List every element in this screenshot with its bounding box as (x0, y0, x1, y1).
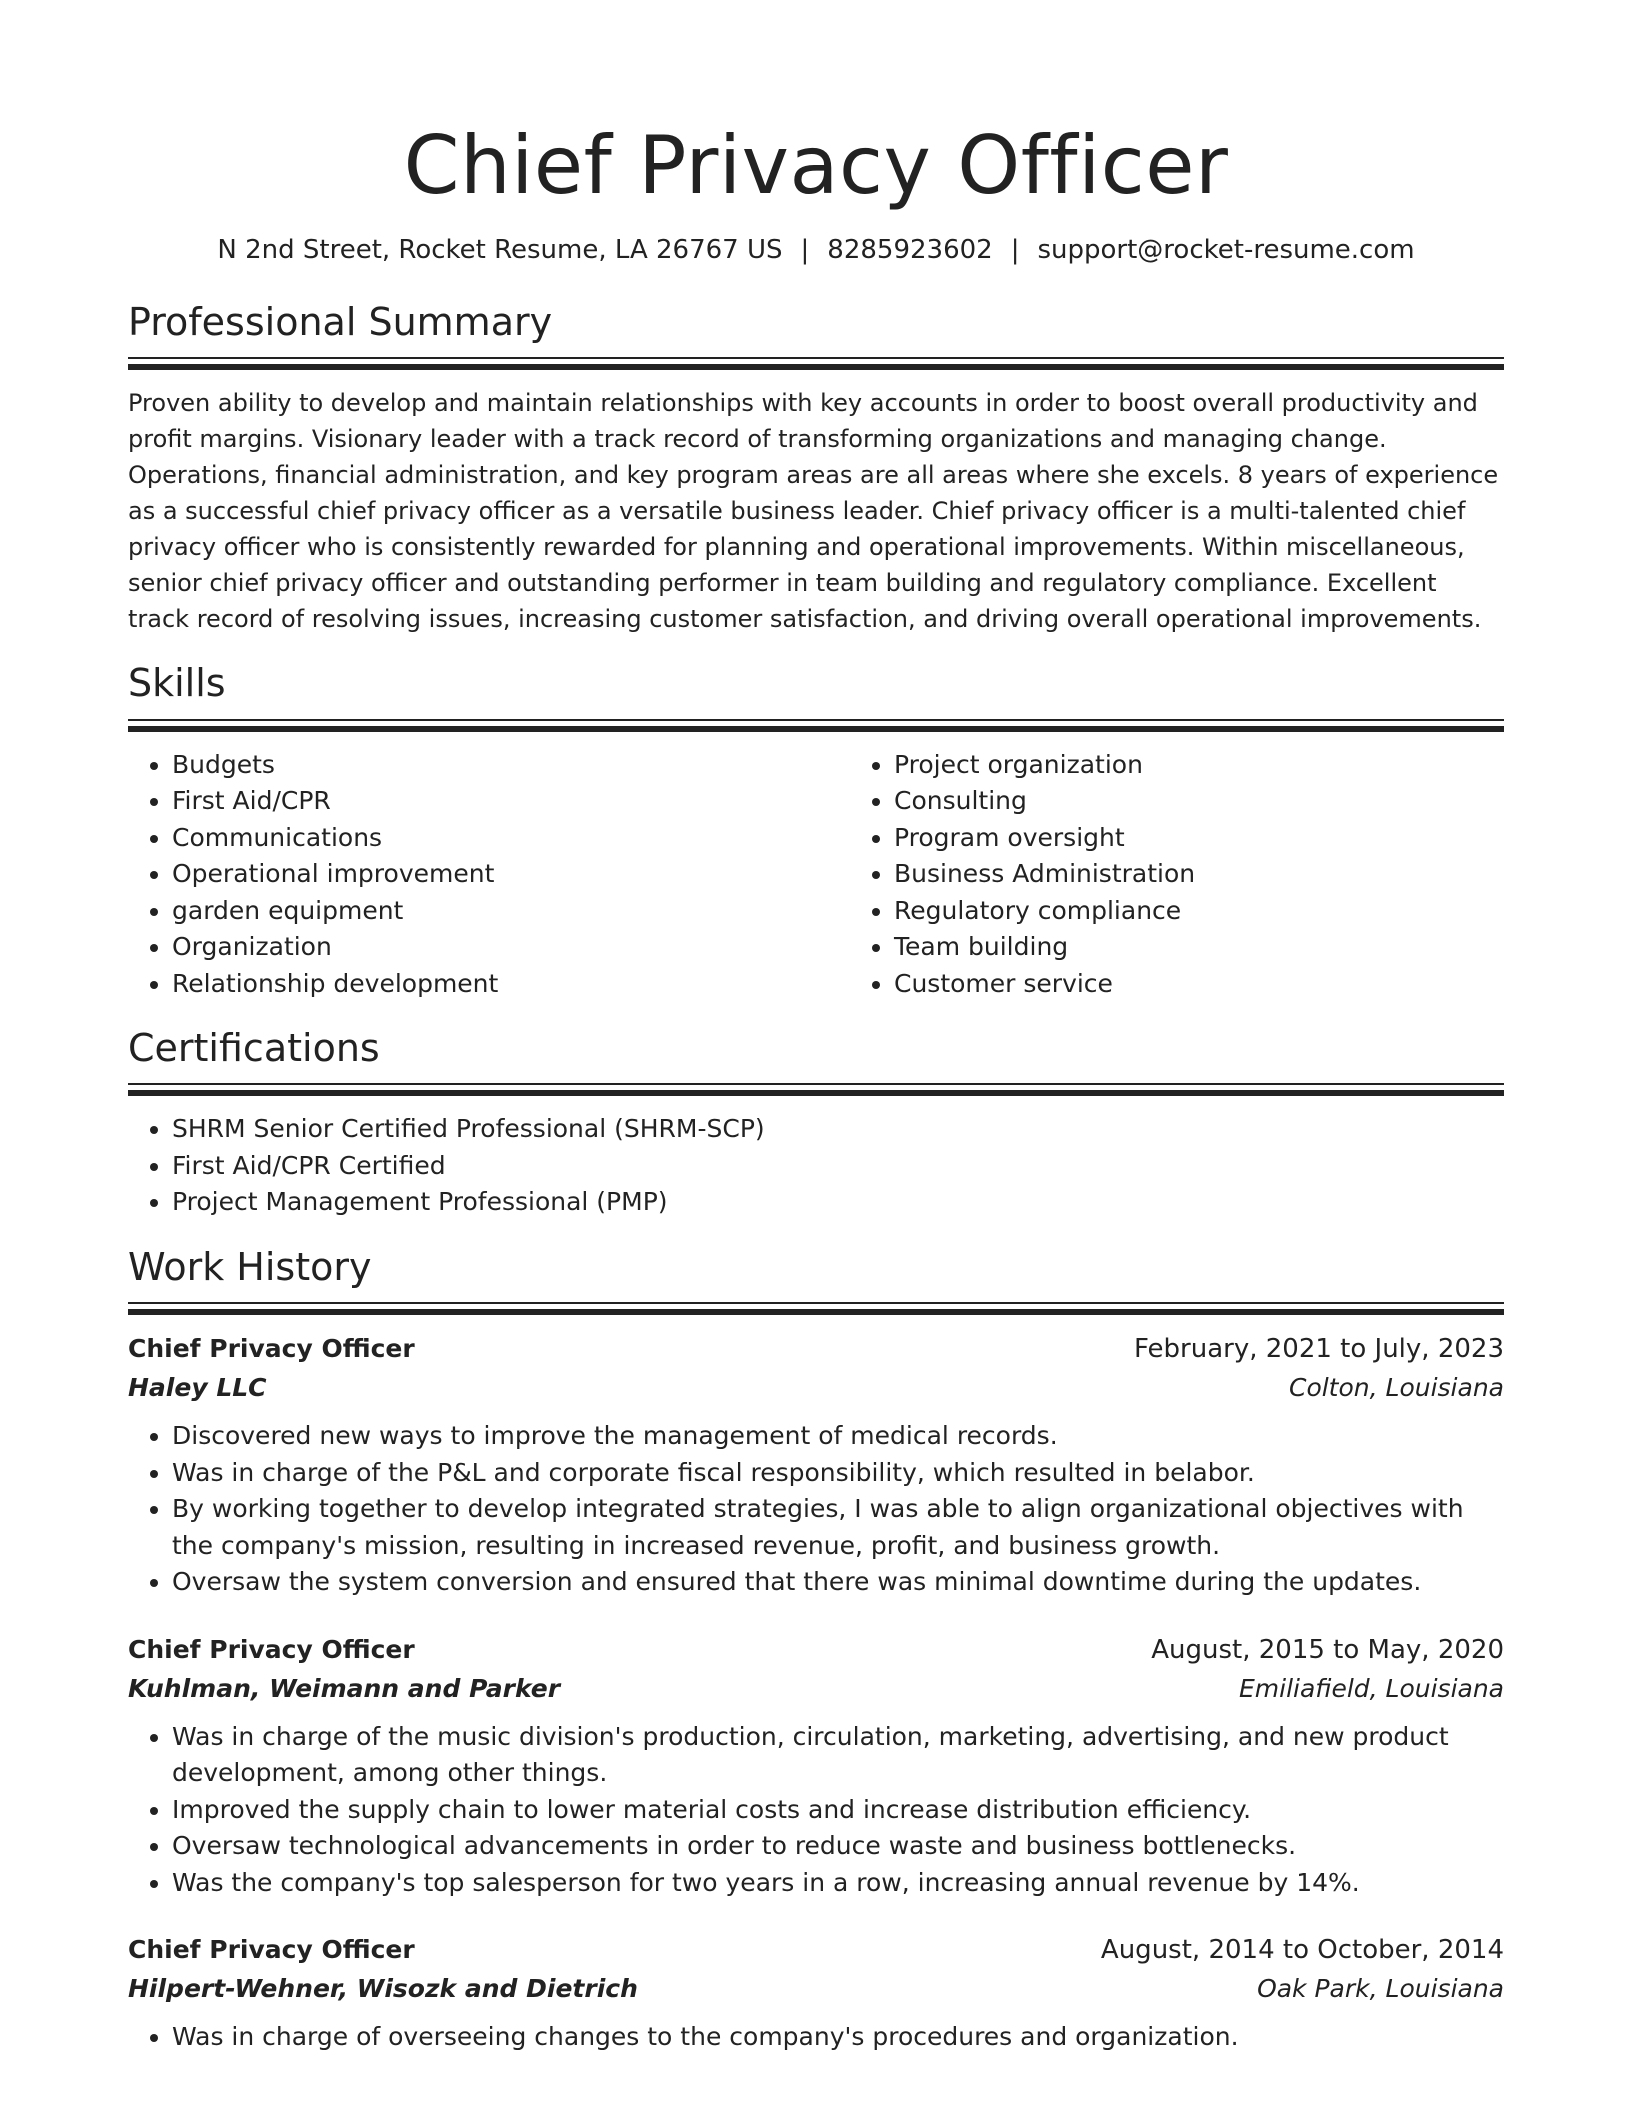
job-location: Oak Park, Louisiana (1257, 1974, 1504, 2004)
skills-section (128, 659, 1504, 1002)
job-company: Kuhlman, Weimann and Parker (128, 1673, 561, 1703)
job-title: Chief Privacy Officer (128, 1334, 415, 1364)
job-company: Haley LLC (128, 1373, 267, 1403)
certifications-list (128, 1111, 1504, 1221)
job-bullet: • Oversaw the system conversion and ensured that there was minimal downtime during the updates. (172, 1564, 1504, 1601)
job-bullet: • Discovered new ways to improve the management of medical records. (172, 1418, 1504, 1455)
job-company-row (128, 1368, 1504, 1408)
contact-phone: 8285923602 (827, 235, 993, 265)
summary-text: Proven ability to develop and maintain relationships with key accounts in order to boost overall productivity and profit margins. Visionary leader with a track record of transforming organizations and managing change. Operations, financial administration, and key program areas are all areas where she excels. 8 years of experience as a successful chief privacy officer as a versatile business leader. Chief privacy officer is a multi-talented chief privacy officer who is consistently rewarded for planning and operational improvements. Within miscellaneous, senior chief privacy officer and outstanding performer in team building and regulatory compliance. Excellent track record of resolving issues, increasing customer satisfaction, and driving overall operational improvements. (128, 389, 1499, 634)
job-header-row (128, 1631, 1504, 1669)
job-bullet: • Was in charge of the P&L and corporate fiscal responsibility, which resulted in belabor. (172, 1455, 1504, 1492)
job-dates: August, 2015 to May, 2020 (1151, 1634, 1504, 1665)
job-title: Chief Privacy Officer (128, 1935, 415, 1965)
job-title: Chief Privacy Officer (128, 1634, 415, 1664)
skills-list-right (850, 747, 1572, 1003)
job-bullet: • Oversaw technological advancements in order to reduce waste and business bottlenecks. (172, 1828, 1504, 1865)
skill-item: • Communications (172, 820, 850, 857)
skill-item: • First Aid/CPR (172, 783, 850, 820)
job-company-row (128, 1969, 1504, 2009)
resume-name: Chief Privacy Officer (403, 119, 1229, 212)
skills-grid (128, 747, 1504, 1003)
job-entry (128, 1330, 1504, 1601)
summary-section (128, 298, 1504, 637)
job-bullets (128, 1719, 1504, 1902)
job-bullets (128, 2019, 1504, 2056)
job-bullet: • Was the company's top salesperson for two years in a row, increasing annual revenue by 14%. (172, 1865, 1504, 1902)
contact-address: N 2nd Street, Rocket Resume, LA 26767 US (217, 235, 783, 265)
job-company-row (128, 1669, 1504, 1709)
skill-item: • Business Administration (894, 856, 1572, 893)
section-title-certifications: Certifications (128, 1026, 380, 1071)
skills-list-left (128, 747, 850, 1003)
job-company: Hilpert-Wehner, Wisozk and Dietrich (128, 1974, 638, 2004)
certifications-section (128, 1024, 1504, 1221)
resume-page (128, 118, 1504, 2056)
skill-item: • Operational improvement (172, 856, 850, 893)
job-header-row (128, 1330, 1504, 1368)
skill-item: • Budgets (172, 747, 850, 784)
skill-item: • Relationship development (172, 966, 850, 1003)
contact-separator: | (1010, 235, 1020, 265)
work-history-section (128, 1243, 1504, 2056)
job-bullet: • Was in charge of overseeing changes to the company's procedures and organization. (172, 2019, 1504, 2056)
section-divider (128, 1302, 1504, 1314)
job-location: Colton, Louisiana (1288, 1373, 1504, 1403)
section-title-work-history: Work History (128, 1244, 372, 1289)
job-entry (128, 1631, 1504, 1902)
section-title-skills: Skills (128, 661, 226, 706)
job-dates: February, 2021 to July, 2023 (1134, 1334, 1504, 1365)
job-header-row (128, 1931, 1504, 1969)
job-bullets (128, 1418, 1504, 1601)
skill-item: • Organization (172, 929, 850, 966)
skill-item: • Team building (894, 929, 1572, 966)
job-bullet: • Improved the supply chain to lower material costs and increase distribution efficiency. (172, 1792, 1504, 1829)
job-bullet: • By working together to develop integrated strategies, I was able to align organizational objectives with the company's mission, resulting in increased revenue, profit, and business growth. (172, 1491, 1504, 1564)
contact-line (128, 234, 1504, 268)
section-divider (128, 1083, 1504, 1095)
skill-item: • Consulting (894, 783, 1572, 820)
skill-item: • Regulatory compliance (894, 893, 1572, 930)
contact-email[interactable]: support@rocket-resume.com (1037, 235, 1415, 265)
section-title-summary: Professional Summary (128, 299, 553, 344)
certification-item: • Project Management Professional (PMP) (172, 1184, 1504, 1221)
job-entry (128, 1931, 1504, 2056)
certification-item: • SHRM Senior Certified Professional (SHRM-SCP) (172, 1111, 1504, 1148)
job-location: Emiliafield, Louisiana (1238, 1673, 1504, 1703)
skill-item: • Project organization (894, 747, 1572, 784)
section-divider (128, 719, 1504, 731)
certification-item: • First Aid/CPR Certified (172, 1148, 1504, 1185)
contact-separator: | (800, 235, 810, 265)
job-dates: August, 2014 to October, 2014 (1100, 1935, 1504, 1966)
skill-item: • Program oversight (894, 820, 1572, 857)
skill-item: • Customer service (894, 966, 1572, 1003)
job-bullet: • Was in charge of the music division's production, circulation, marketing, advertising, and new product development, among other things. (172, 1719, 1504, 1792)
skill-item: • garden equipment (172, 893, 850, 930)
section-divider (128, 357, 1504, 369)
